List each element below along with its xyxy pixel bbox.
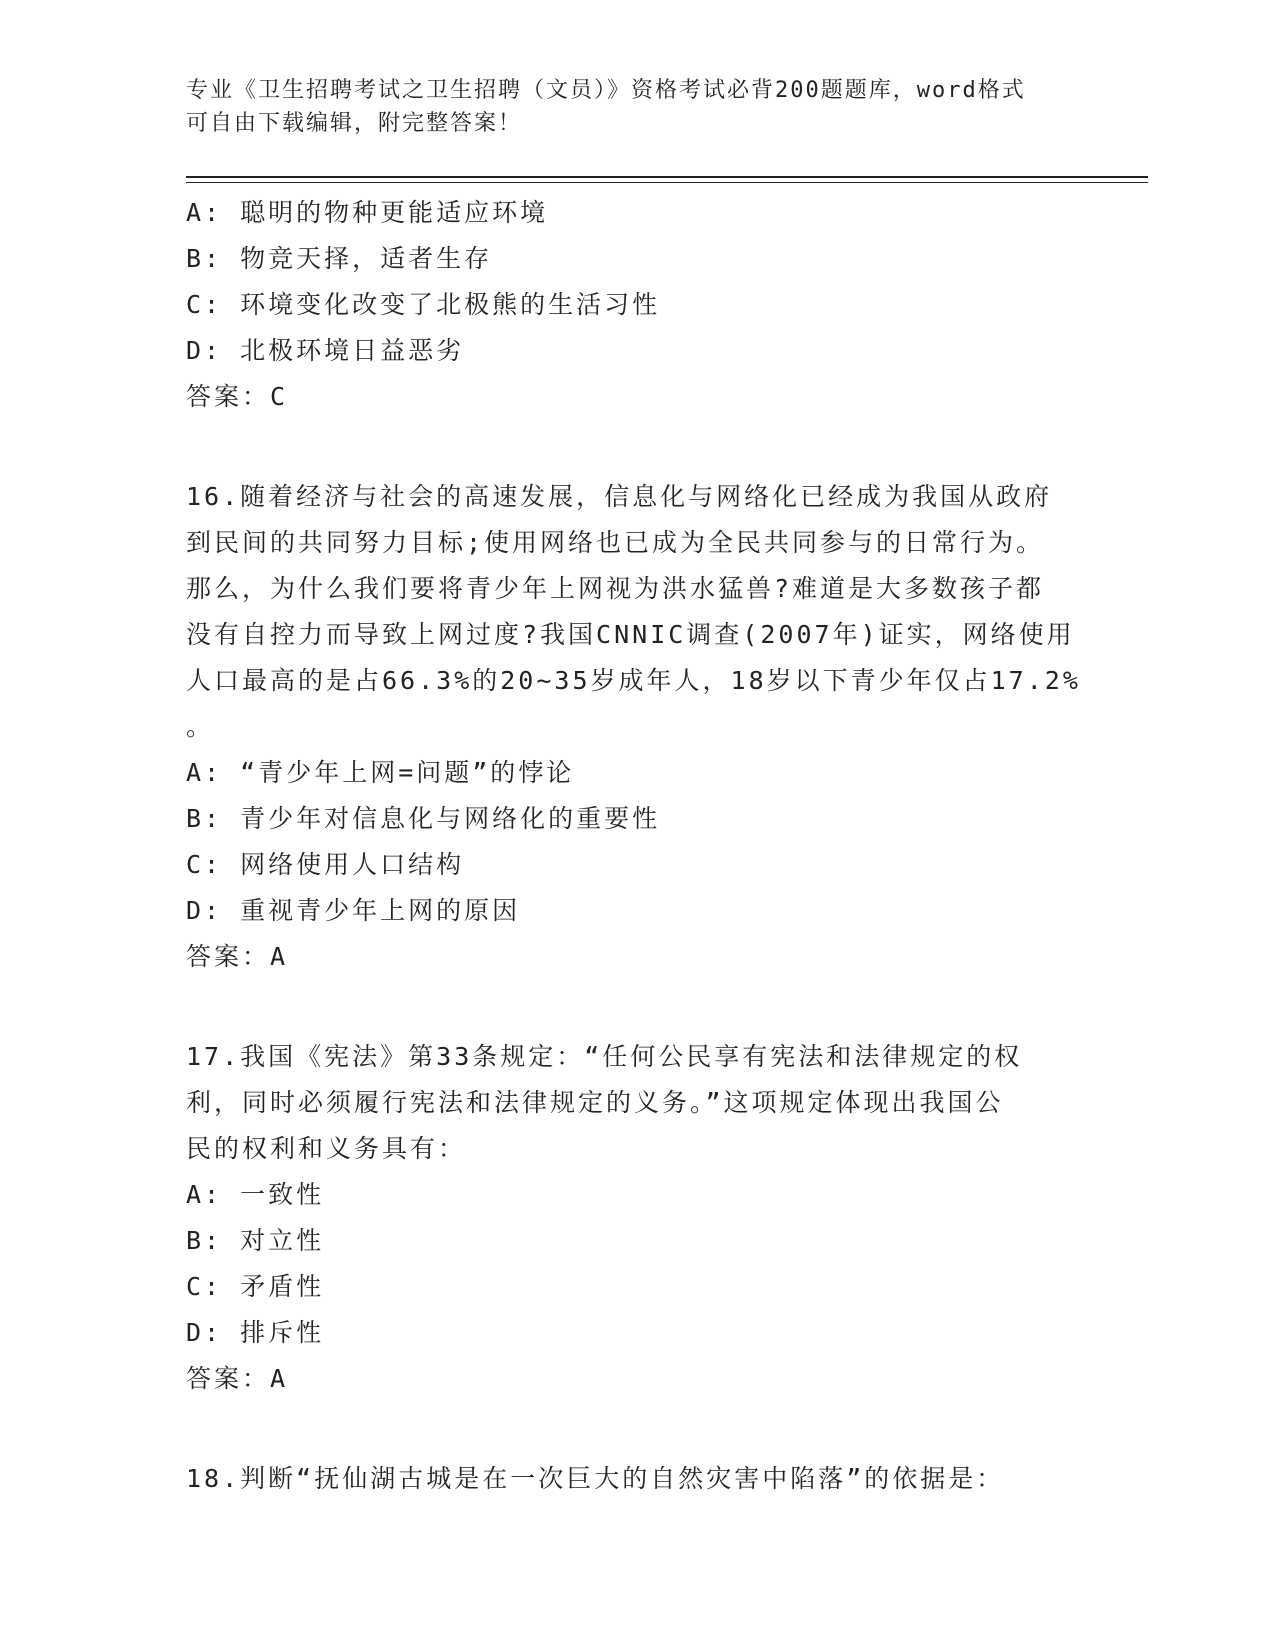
option-c: C: 矛盾性 <box>186 1272 325 1301</box>
option-d: D: 重视青少年上网的原因 <box>186 896 521 925</box>
question-stem-line: 那么，为什么我们要将青少年上网视为洪水猛兽?难道是大多数孩子都 <box>186 574 1045 603</box>
answer-line: 答案：C <box>186 382 289 411</box>
question-stem-line: 到民间的共同努力目标;使用网络也已成为全民共同参与的日常行为。 <box>186 528 1045 557</box>
question-stem-line: 17.我国《宪法》第33条规定：“任何公民享有宪法和法律规定的权 <box>186 1042 1023 1071</box>
option-c: C: 网络使用人口结构 <box>186 850 465 879</box>
header-line-2: 可自由下载编辑，附完整答案！ <box>186 111 523 136</box>
question-stem-line: 没有自控力而导致上网过度?我国CNNIC调查(2007年)证实，网络使用 <box>186 620 1075 649</box>
question-stem-line: 利，同时必须履行宪法和法律规定的义务。”这项规定体现出我国公 <box>186 1088 1004 1117</box>
header-divider-thick <box>186 176 1148 178</box>
option-b: B: 青少年对信息化与网络化的重要性 <box>186 804 661 833</box>
header-line-1: 专业《卫生招聘考试之卫生招聘（文员）》资格考试必背200题题库，word格式 <box>186 78 1026 103</box>
question-stem-line: 16.随着经济与社会的高速发展，信息化与网络化已经成为我国从政府 <box>186 482 1053 511</box>
answer-line: 答案：A <box>186 1364 289 1393</box>
header-divider-thin <box>186 182 1148 183</box>
answer-line: 答案：A <box>186 942 289 971</box>
question-18 <box>186 1456 1086 1502</box>
option-a: A: “青少年上网=问题”的悖论 <box>186 758 575 787</box>
document-header <box>186 74 1086 140</box>
question-stem-line: 人口最高的是占66.3%的20~35岁成年人，18岁以下青少年仅占17.2% <box>186 666 1081 695</box>
question-stem-line: 民的权利和义务具有： <box>186 1134 467 1163</box>
option-d: D: 北极环境日益恶劣 <box>186 336 465 365</box>
option-a: A: 一致性 <box>186 1180 325 1209</box>
option-b: B: 物竞天择，适者生存 <box>186 244 493 273</box>
question-stem-line: 。 <box>186 712 215 741</box>
question-16 <box>186 474 1086 980</box>
option-c: C: 环境变化改变了北极熊的生活习性 <box>186 290 661 319</box>
option-b: B: 对立性 <box>186 1226 325 1255</box>
option-d: D: 排斥性 <box>186 1318 325 1347</box>
question-17 <box>186 1034 1086 1402</box>
option-a: A: 聪明的物种更能适应环境 <box>186 198 549 227</box>
question-content <box>186 190 1086 1502</box>
question-15-options <box>186 190 1086 420</box>
question-stem-line: 18.判断“抚仙湖古城是在一次巨大的自然灾害中陷落”的依据是： <box>186 1464 1005 1493</box>
